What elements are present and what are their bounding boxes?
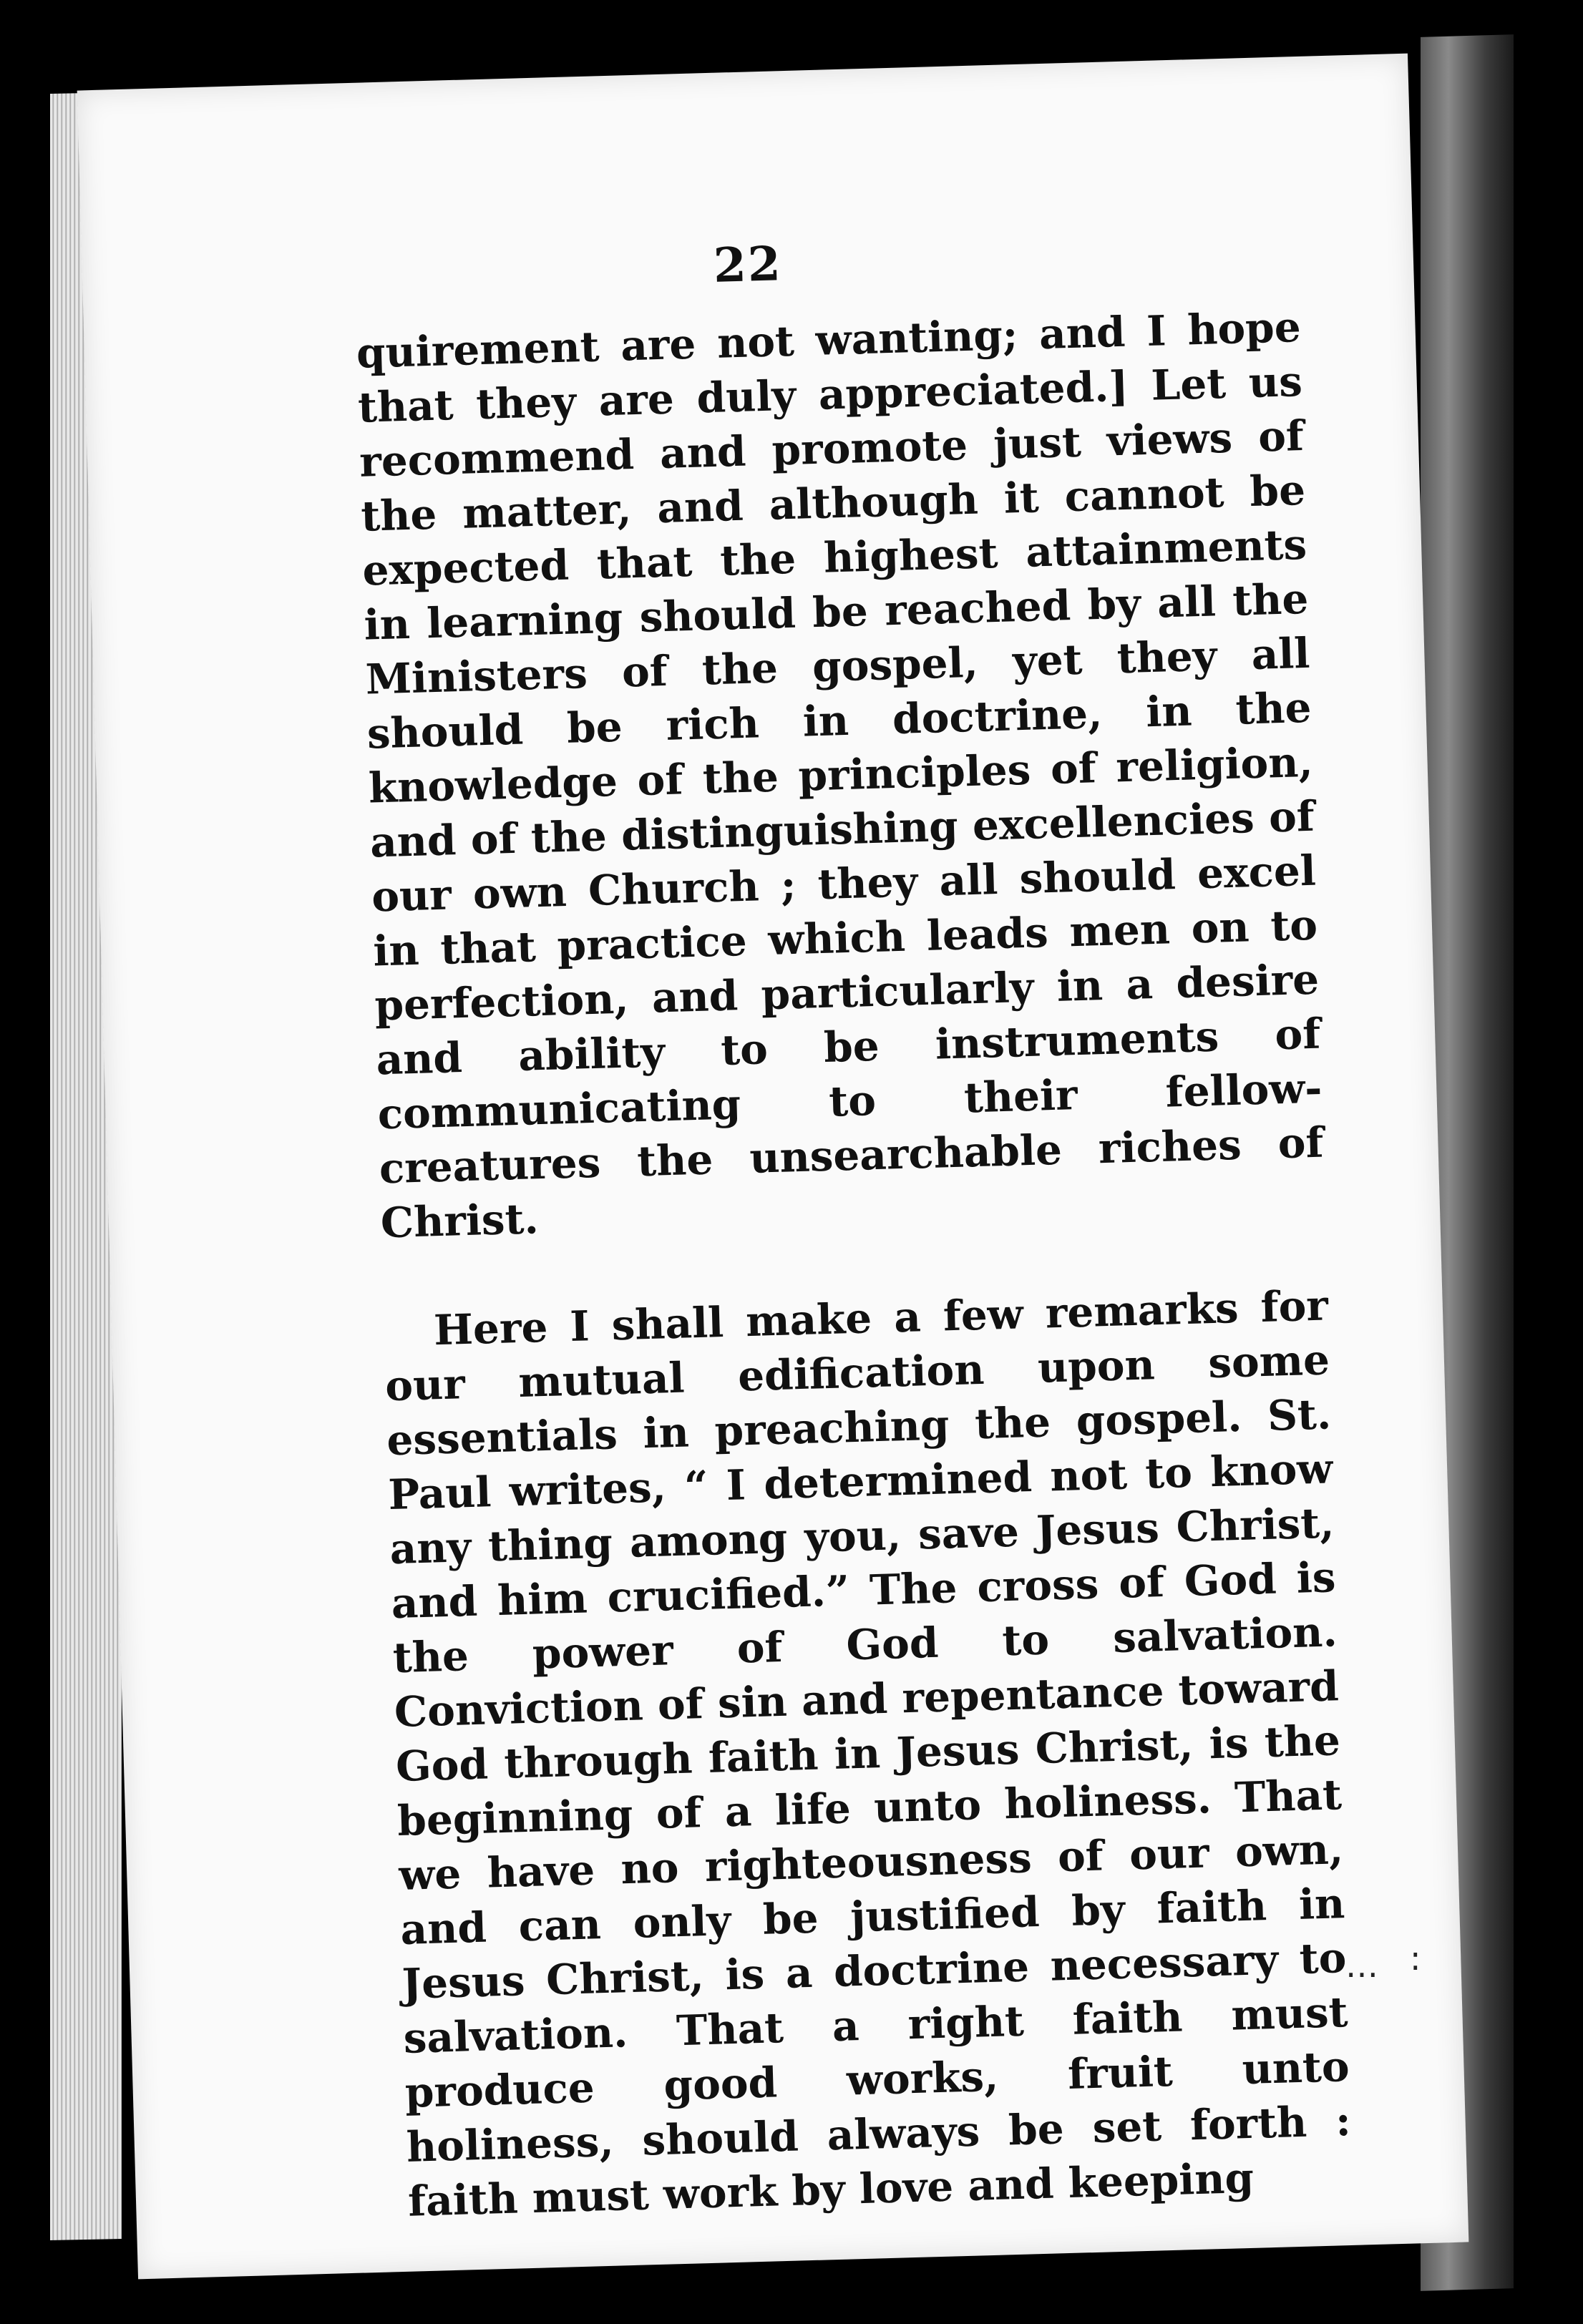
page-number: 22 [712, 235, 783, 293]
body-text [356, 300, 1353, 2229]
margin-mark: … [1345, 1946, 1378, 1985]
paragraph: quirement are not wanting; and I hope that they are duly appreciated.] Let us recommend and promote just views of the matter, and although it cannot be expected that the highest attainments in learning should be reached by all the Ministers of the gospel, yet they all should be rich in doctrine, in the knowledge of the principles of religion, and of the distinguishing excellencies of our own Church ; they all should excel in that practice which leads men on to perfection, and particularly in a desire and ability to be instruments of communicating to their fellow-creatures the unsearchable riches of Christ. [356, 302, 1325, 1248]
paragraph: Here I shall make a few remarks for our mutual edification upon some essentials in preaching the gospel. St. Paul writes, “ I determined not to know any thing among you, save Jesus Christ, and him crucified.” The cross of God is the power of God to salvation. Conviction of sin and repentance toward God through faith in Jesus Christ, is the beginning of a life unto holiness. That we have no righteousness of our own, and can only be justified by faith in Jesus Christ, is a doctrine necessary to salvation. That a right faith must produce good works, fruit unto holiness, should always be set forth : faith must work by love and keeping [384, 1281, 1352, 2226]
book-page [77, 54, 1469, 2280]
margin-mark: : [1410, 1939, 1421, 1978]
